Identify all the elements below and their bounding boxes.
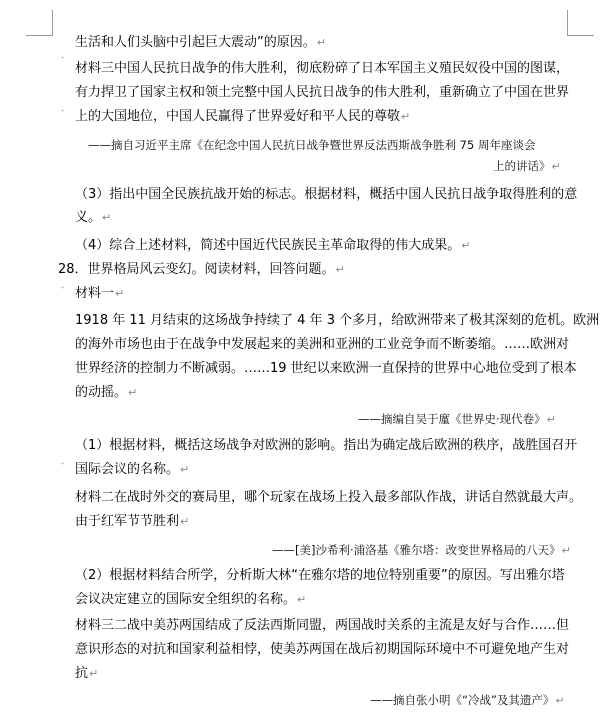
text-line: 材料二在战时外交的赛局里，哪个玩家在战场上投入最多部队作战，讲话自然就最大声。 — [75, 490, 583, 505]
paragraph-mark-icon: ↵ — [555, 694, 565, 707]
paragraph-mark-icon: ↵ — [546, 413, 556, 426]
top-right-crop-mark-horizontal — [567, 35, 594, 36]
paragraph-mark-icon: ↵ — [297, 593, 307, 606]
text-line: 材料三二战中美苏两国结成了反法西斯同盟，两国战时关系的主流是友好与合作……但 — [75, 618, 570, 633]
top-left-crop-mark-vertical — [52, 10, 53, 36]
question-line: （1）根据材料，概括这场战争对欧洲的影响。指出为确定战后欧洲的秩序，战胜国召开 — [75, 438, 578, 453]
text-line: 生活和人们头脑中引起巨大震动”的原因。↵ — [75, 35, 326, 50]
text-line: 的海外市场也由于在战争中发展起来的美洲和亚洲的工业竞争而不断萎缩。……欧洲对 — [75, 337, 570, 352]
question-line: （4）综合上述材料，简述中国近代民族民主革命取得的伟大成果。↵ — [75, 238, 471, 253]
text-line: 抗↵ — [75, 666, 99, 681]
top-left-crop-mark-horizontal — [26, 35, 53, 36]
top-right-crop-mark-vertical — [567, 10, 568, 36]
paragraph-mark-icon: ↵ — [401, 110, 411, 123]
paragraph-mark-icon: ↵ — [102, 211, 112, 224]
text-line: 的动摇。↵ — [75, 385, 138, 400]
paragraph-mark-icon: ↵ — [115, 287, 125, 300]
citation-line: ——[美]沙希利·浦洛基《雅尔塔：改变世界格局的八天》↵ — [272, 543, 571, 557]
question-line: （3）指出中国全民族抗战开始的标志。根据材料，概括中国人民抗日战争取得胜利的意 — [75, 187, 578, 202]
paragraph-mark-icon: ↵ — [335, 263, 345, 276]
text-line: 上的大国地位，中国人民赢得了世界爱好和平人民的尊敬↵ — [75, 109, 411, 124]
material-heading: 材料一↵ — [75, 286, 125, 301]
question-line: （2）根据材料结合所学，分析斯大林“在雅尔塔的地位特别重要”的原因。写出雅尔塔 — [75, 568, 565, 583]
question-line: 国际会议的名称。↵ — [75, 462, 190, 477]
paragraph-mark-icon: ↵ — [316, 36, 326, 49]
citation-line: ——摘自张小明《“冷战”及其遗产》↵ — [370, 693, 565, 707]
text-line: 有力捍卫了国家主权和领土完整中国人民抗日战争的伟大胜利，重新确立了中国在世界 — [75, 85, 570, 100]
text-line: 1918 年 11 月结束的这场战争持续了 4 年 3 个多月，给欧洲带来了极其深刻的危机。欧洲 — [75, 313, 600, 328]
paragraph-mark-icon: ↵ — [180, 463, 190, 476]
text-line: 材料三中国人民抗日战争的伟大胜利，彻底粉碎了日本军国主义殖民奴役中国的图谋， — [75, 61, 570, 76]
anchor-mark: ⁺ — [60, 55, 65, 65]
paragraph-mark-icon: ↵ — [551, 160, 561, 173]
anchor-mark: ⁺ — [60, 285, 65, 295]
question-line: 会议决定建立的国际安全组织的名称。↵ — [75, 592, 307, 607]
paragraph-mark-icon: ↵ — [89, 667, 99, 680]
question-heading: 28．世界格局风云变幻。阅读材料，回答问题。↵ — [58, 262, 345, 277]
anchor-mark: ⁺ — [60, 108, 65, 118]
paragraph-mark-icon: ↵ — [128, 386, 138, 399]
citation-line: 上的讲话》↵ — [493, 159, 561, 173]
text-line: 由于红军节节胜利↵ — [75, 514, 190, 529]
question-line: 义。↵ — [75, 210, 112, 225]
citation-line: ——摘自习近平主席《在纪念中国人民抗日战争暨世界反法西斯战争胜利 75 周年座谈会 — [88, 138, 536, 152]
paragraph-mark-icon: ↵ — [561, 544, 571, 557]
paragraph-mark-icon: ↵ — [461, 239, 471, 252]
anchor-mark: ⁺ — [60, 461, 65, 471]
paragraph-mark-icon: ↵ — [180, 515, 190, 528]
text-line: 意识形态的对抗和国家利益相悖，使美苏两国在战后初期国际环境中不可避免地产生对 — [75, 642, 570, 657]
citation-line: ——摘编自吴于廑《世界史·现代卷》↵ — [358, 412, 556, 426]
text-line: 世界经济的控制力不断减弱。……19 世纪以来欧洲一直保持的世界中心地位受到了根本 — [75, 361, 577, 376]
